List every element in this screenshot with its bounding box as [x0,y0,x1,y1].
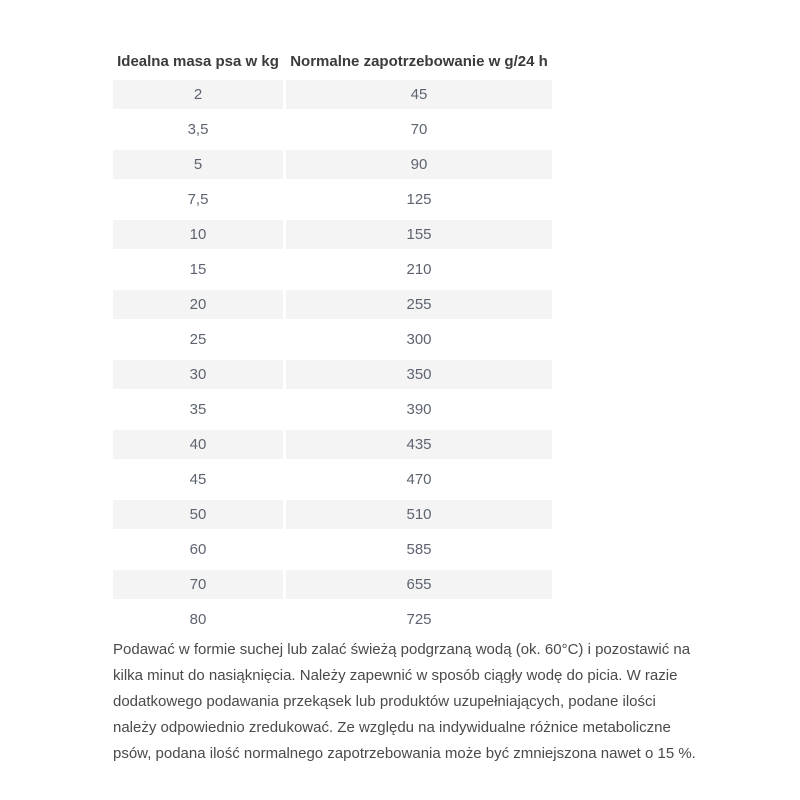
weight-cell: 7,5 [113,185,283,214]
weight-cell: 60 [113,535,283,564]
amount-cell: 255 [286,290,552,319]
weight-cell: 80 [113,605,283,634]
amount-cell: 90 [286,150,552,179]
table-body [113,80,552,634]
feeding-note: Podawać w formie suchej lub zalać świeżą podgrzaną wodą (ok. 60°C) i pozostawić na kilka minut do nasiąknięcia. Należy zapewnić w sposób ciągły wodę do picia. W razie dodatkowego podawania przekąsek lub produktów uzupełniających, podane ilości należy odpowiednio zredukować. Ze względu na indywidualne różnice metaboliczne psów, podana ilość normalnego zapotrzebowania może być zmniejszona nawet o 15 %. [113,641,696,762]
header-normal-requirement: Normalne zapotrzebowanie w g/24 h [290,52,548,70]
amount-cell: 435 [286,430,552,459]
weight-cell: 30 [113,360,283,389]
amount-cell: 70 [286,115,552,144]
weight-cell: 40 [113,430,283,459]
weight-cell: 50 [113,500,283,529]
weight-cell: 20 [113,290,283,319]
amount-cell: 45 [286,80,552,109]
weight-cell: 10 [113,220,283,249]
amount-cell: 470 [286,465,552,494]
weight-cell: 3,5 [113,115,283,144]
weight-cell: 70 [113,570,283,599]
weight-cell: 35 [113,395,283,424]
header-ideal-weight: Idealna masa psa w kg [117,52,279,70]
amount-cell: 300 [286,325,552,354]
amount-cell: 350 [286,360,552,389]
weight-cell: 15 [113,255,283,284]
amount-cell: 585 [286,535,552,564]
weight-cell: 25 [113,325,283,354]
amount-cell: 655 [286,570,552,599]
amount-cell: 210 [286,255,552,284]
weight-cell: 45 [113,465,283,494]
amount-cell: 510 [286,500,552,529]
amount-cell: 725 [286,605,552,634]
amount-cell: 155 [286,220,552,249]
weight-cell: 5 [113,150,283,179]
amount-cell: 390 [286,395,552,424]
weight-cell: 2 [113,80,283,109]
table-header-row [113,50,552,72]
requirements-table [113,50,552,634]
amount-cell: 125 [286,185,552,214]
